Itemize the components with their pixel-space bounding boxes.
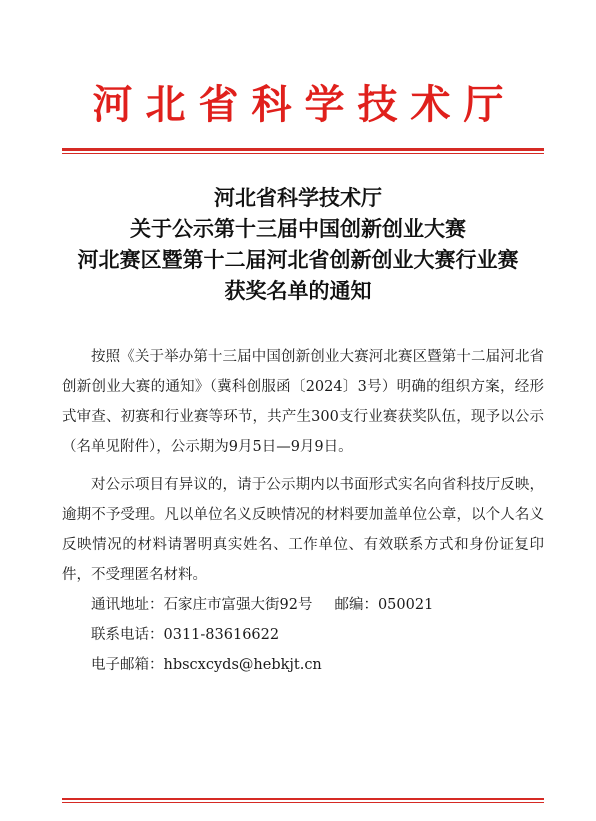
paragraph-1: 按照《关于举办第十三届中国创新创业大赛河北赛区暨第十二届河北省创新创业大赛的通知》（冀科创服函〔2024〕3号）明确的组织方案，经形式审查、初赛和行业赛等环节，共产生300支行业赛获奖队伍，现予以公示（名单见附件），公示期为9月5日—9月9日。	[62, 349, 544, 455]
phone-label: 联系电话：	[91, 627, 164, 643]
title-line-4: 获奖名单的通知	[224, 278, 372, 303]
contact-address-line	[62, 590, 544, 620]
title-line-3: 河北赛区暨第十二届河北省创新创业大赛行业赛	[77, 247, 519, 272]
notice-body	[62, 342, 544, 680]
address-label: 通讯地址：	[91, 597, 164, 613]
address-value: 石家庄市富强大街92号	[163, 597, 313, 613]
letterhead-rule-thick	[62, 148, 544, 151]
notice-title	[0, 182, 596, 306]
postcode-value: 050021	[377, 597, 434, 613]
postcode-label: 邮编：	[334, 597, 378, 613]
contact-email-line	[62, 650, 544, 680]
footer-rule-thin	[62, 802, 544, 803]
letterhead-title: 河北省科学技术厅	[92, 81, 517, 128]
phone-value: 0311-83616622	[163, 627, 280, 643]
email-label: 电子邮箱：	[91, 657, 164, 673]
title-line-1: 河北省科学技术厅	[214, 185, 382, 210]
title-line-2: 关于公示第十三届中国创新创业大赛	[130, 216, 466, 241]
paragraph-2: 对公示项目有异议的，请于公示期内以书面形式实名向省科技厅反映，逾期不予受理。凡以单位名义反映情况的材料要加盖单位公章，以个人名义反映情况的材料请署明真实姓名、工作单位、有效联系方式和身份证复印件，不受理匿名材料。	[62, 477, 544, 583]
letterhead-rule-thin	[62, 153, 544, 154]
footer-rule-thick	[62, 798, 544, 800]
contact-phone-line	[62, 620, 544, 650]
email-value: hbscxcyds@hebkjt.cn	[163, 657, 322, 673]
